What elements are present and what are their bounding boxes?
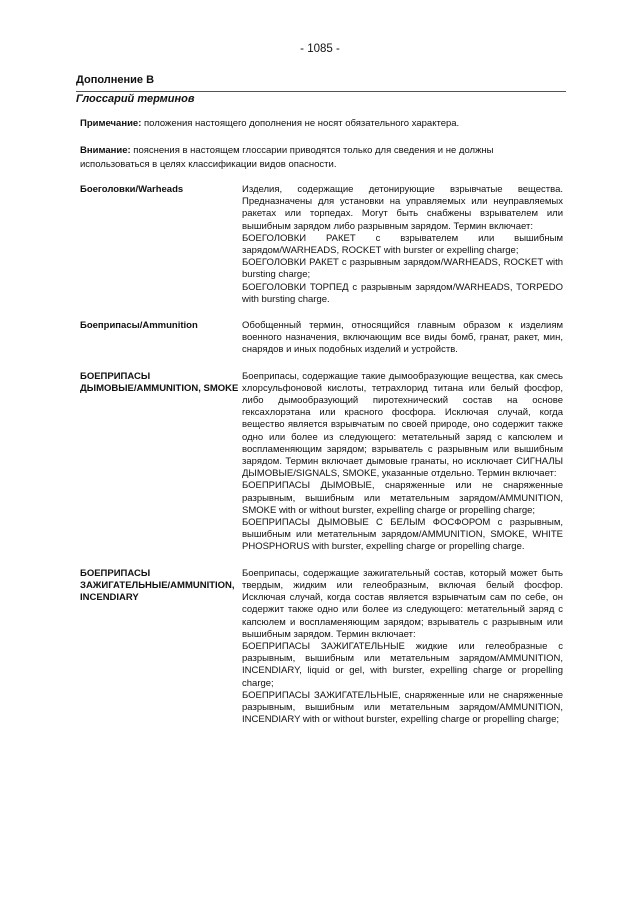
definition-paragraph: БОЕГОЛОВКИ ТОРПЕД с разрывным зарядом/WARHEADS, TORPEDO with bursting charge.	[242, 281, 563, 305]
glossary-entry	[80, 320, 563, 357]
note-remark	[80, 117, 563, 131]
glossary-term: БОЕПРИПАСЫ ЗАЖИГАТЕЛЬНЫЕ/AMMUNITION, INCENDIARY	[80, 567, 235, 604]
definition-paragraph: БОЕГОЛОВКИ РАКЕТ с взрывателем или вышибным зарядом/WARHEADS, ROCKET with burster or expelling charge;	[242, 232, 563, 257]
definition-paragraph: БОЕГОЛОВКИ РАКЕТ с разрывным зарядом/WARHEADS, ROCKET with bursting charge;	[242, 257, 563, 281]
glossary-definition	[242, 320, 563, 357]
glossary-term: БОЕПРИПАСЫ ДЫМОВЫЕ/AMMUNITION, SMOKE	[80, 370, 239, 394]
note-text: положения настоящего дополнения не носят обязательного характера.	[141, 118, 460, 129]
definition-paragraph: БОЕПРИПАСЫ ЗАЖИГАТЕЛЬНЫЕ, снаряженные или не снаряженные разрывным, вышибным или метательным зарядом/AMMUNITION, INCENDIARY with or without burster, expelling charge or propelling charge;	[242, 689, 563, 726]
definition-paragraph: БОЕПРИПАСЫ ДЫМОВЫЕ С БЕЛЫМ ФОСФОРОМ с разрывным, вышибным или метательным зарядом/AMMUNITION, SMOKE, WHITE PHOSPHORUS with burster, expelling charge or propelling charge.	[242, 517, 563, 553]
glossary-title: Глоссарий терминов	[76, 93, 195, 105]
glossary-term: Боеголовки/Warheads	[80, 184, 184, 195]
glossary-term: Боеприпасы/Ammunition	[80, 320, 198, 332]
glossary-entry	[80, 371, 563, 554]
note-text: пояснения в настоящем глоссарии приводятся только для сведения и не должны использоваться в целях классификации видов опасности.	[80, 145, 494, 170]
glossary-definition	[242, 371, 563, 554]
definition-paragraph: Боеприпасы, содержащие зажигательный состав, который может быть твердым, жидким или гелеобразным, включая белый фосфор. Исключая случай, когда состав является взрывчатым сам по себе, он содержит также одно или более из следующего: метательный заряд с капсюлем и воспламеняющим зарядом; взрыватель с разрывным или вышибным зарядом. Термин включает:	[242, 567, 563, 640]
heading-divider	[76, 91, 566, 92]
note-attention	[80, 144, 563, 172]
glossary-definition	[242, 568, 563, 727]
page-number: - 1085 -	[300, 43, 340, 55]
definition-paragraph: Боеприпасы, содержащие такие дымообразующие вещества, как смесь хлорсульфоновой кислоты, тетрахлорид титана или белый фосфор, либо дымообразующий пиротехнический состав на основе гексахлорэтана или красного фосфора. Исключая случай, когда вещество является взрывчатым по своей природе, оно содержит также одно или более из следующего: метательный заряд с капсюлем и воспламеняющим зарядом; взрыватель с разрывным или вышибным зарядом. Термин включает дымовые гранаты, но исключает СИГНАЛЫ ДЫМОВЫЕ/SIGNALS, SMOKE, указанные отдельно. Термин включает:	[242, 370, 563, 480]
note-label: Внимание:	[80, 145, 131, 156]
definition-paragraph: БОЕПРИПАСЫ ДЫМОВЫЕ, снаряженные или не снаряженные разрывным, вышибным или метательным зарядом/AMMUNITION, SMOKE with or without burster, expelling charge or propelling charge;	[242, 480, 563, 516]
glossary-entry	[80, 184, 563, 306]
definition-paragraph: Изделия, содержащие детонирующие взрывчатые вещества. Предназначены для установки на управляемых или неуправляемых ракетах или торпедах. Могут быть снабжены взрывателем или вышибным зарядом либо разрывным зарядом. Термин включает:	[242, 184, 563, 232]
glossary-entry	[80, 568, 563, 727]
definition-paragraph: БОЕПРИПАСЫ ЗАЖИГАТЕЛЬНЫЕ жидкие или гелеобразные с разрывным, вышибным или метательным зарядом/AMMUNITION, INCENDIARY, liquid or gel, with burster, expelling charge or propelling charge;	[242, 640, 563, 689]
definition-paragraph: Обобщенный термин, относящийся главным образом к изделиям военного назначения, включающим все виды бомб, гранат, ракет, мин, снарядов и иных подобных изделий и устройств.	[242, 320, 563, 356]
appendix-title: Дополнение В	[76, 74, 155, 86]
note-label: Примечание:	[80, 118, 142, 129]
glossary-definition	[242, 184, 563, 306]
glossary-entries	[80, 184, 563, 740]
